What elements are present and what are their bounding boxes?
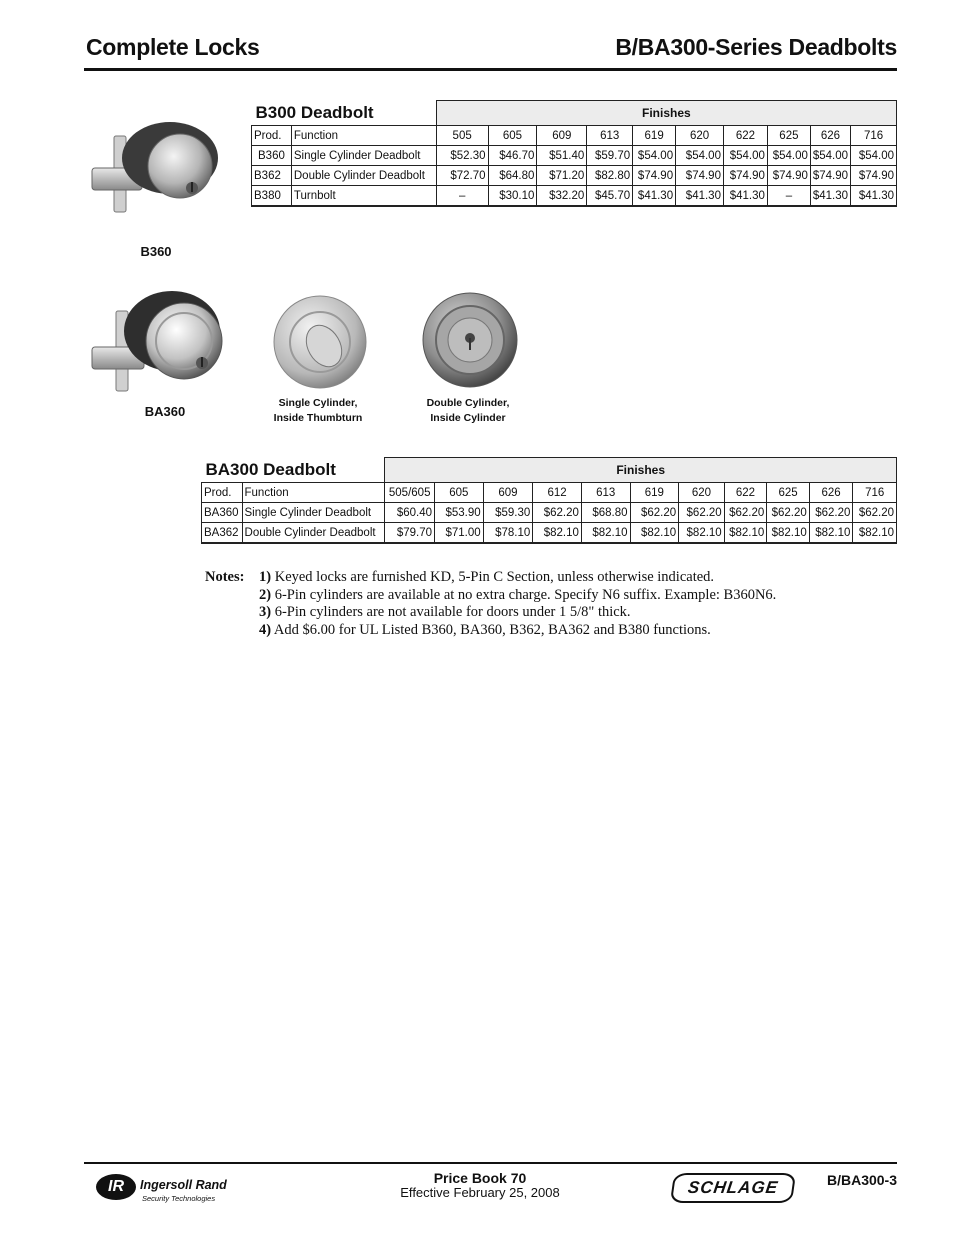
ingersoll-rand-logo [96, 1172, 246, 1206]
table-cell: B380 [252, 186, 292, 207]
column-header: Function [242, 483, 385, 503]
notes-label: Notes: [205, 569, 245, 585]
page-series-title: B/BA300-Series Deadbolts [615, 34, 897, 60]
table-cell: $41.30 [810, 186, 850, 207]
ba300-price-table [201, 457, 897, 544]
table-cell: $41.30 [676, 186, 724, 207]
table-cell: $71.20 [537, 166, 587, 186]
ba360-deadbolt-image [88, 285, 228, 393]
table-cell: $30.10 [488, 186, 537, 207]
table-cell: $62.20 [533, 503, 582, 523]
page-number: B/BA300-3 [826, 1172, 897, 1188]
column-header: 622 [724, 483, 767, 503]
b300-finishes-label: Finishes [436, 101, 896, 126]
table-cell: $82.10 [679, 523, 725, 544]
table-cell: Single Cylinder Deadbolt [242, 503, 385, 523]
note-item [259, 622, 711, 640]
note-number: 3) [259, 604, 272, 620]
table-cell: $54.00 [723, 146, 767, 166]
table-cell: $74.90 [723, 166, 767, 186]
column-header: 625 [767, 483, 810, 503]
column-header: 622 [723, 126, 767, 146]
column-header: 620 [676, 126, 724, 146]
table-cell: Double Cylinder Deadbolt [291, 166, 436, 186]
single-cylinder-caption-line2: Inside Thumbturn [273, 412, 363, 424]
note-text: Add $6.00 for UL Listed B360, BA360, B362, BA362 and B380 functions. [273, 621, 711, 638]
table-cell: $74.90 [767, 166, 810, 186]
notes-section [205, 569, 845, 649]
table-cell: BA360 [202, 503, 243, 523]
table-cell: $54.00 [767, 146, 810, 166]
ir-logo-name: Ingersoll Rand [140, 1178, 227, 1192]
column-header: Prod. [252, 126, 292, 146]
table-cell: $59.30 [483, 503, 533, 523]
ir-logo-mark: IR [96, 1174, 136, 1200]
table-cell: $74.90 [810, 166, 850, 186]
footer-divider [84, 1162, 897, 1164]
table-cell: Single Cylinder Deadbolt [291, 146, 436, 166]
note-number: 4) [259, 621, 272, 638]
single-cylinder-caption-line1: Single Cylinder, [278, 397, 358, 409]
table-cell: $54.00 [810, 146, 850, 166]
table-cell: – [436, 186, 488, 207]
note-item [259, 604, 631, 622]
b360-deadbolt-image [88, 118, 226, 218]
column-header: 613 [581, 483, 630, 503]
double-cylinder-caption-line2: Inside Cylinder [430, 412, 506, 424]
table-cell: $79.70 [385, 523, 435, 544]
price-book-title: Price Book 70 [433, 1170, 527, 1186]
table-cell: $71.00 [435, 523, 484, 544]
double-cylinder-caption-line1: Double Cylinder, [426, 397, 510, 409]
table-cell: $72.70 [436, 166, 488, 186]
column-header: 716 [851, 126, 897, 146]
table-cell: $62.20 [630, 503, 679, 523]
column-header: 626 [810, 126, 850, 146]
table-row [252, 146, 897, 166]
note-number: 1) [259, 569, 272, 585]
schlage-logo: SCHLAGE [670, 1173, 796, 1203]
table-cell: $82.80 [587, 166, 633, 186]
column-header: 626 [809, 483, 853, 503]
table-cell: $46.70 [488, 146, 537, 166]
table-cell: $82.10 [581, 523, 630, 544]
table-cell: $74.90 [633, 166, 676, 186]
column-header: 716 [853, 483, 897, 503]
table-cell: $54.00 [676, 146, 724, 166]
table-cell: $53.90 [435, 503, 484, 523]
table-cell: $74.90 [851, 166, 897, 186]
b300-price-table [251, 100, 897, 207]
b300-title: B300 Deadbolt [252, 101, 437, 126]
table-cell: – [767, 186, 810, 207]
table-cell: $41.30 [633, 186, 676, 207]
page-section-title: Complete Locks [86, 34, 260, 60]
column-header: 620 [679, 483, 725, 503]
table-cell: $82.10 [724, 523, 767, 544]
table-cell: $62.20 [679, 503, 725, 523]
table-cell: $52.30 [436, 146, 488, 166]
table-cell: $41.30 [723, 186, 767, 207]
table-cell: $45.70 [587, 186, 633, 207]
column-header: 619 [633, 126, 676, 146]
table-cell: $54.00 [633, 146, 676, 166]
table-cell: Double Cylinder Deadbolt [242, 523, 385, 544]
table-cell: $62.20 [724, 503, 767, 523]
table-row [202, 523, 897, 544]
column-header: 625 [767, 126, 810, 146]
note-text: 6-Pin cylinders are not available for doors under 1 5/8" thick. [274, 604, 631, 620]
column-header: 612 [533, 483, 582, 503]
thumbturn-image [272, 292, 368, 392]
column-header: 609 [537, 126, 587, 146]
table-cell: $74.90 [676, 166, 724, 186]
table-cell: $62.20 [767, 503, 810, 523]
table-cell: B362 [252, 166, 292, 186]
ir-logo-subtitle: Security Technologies [142, 1194, 216, 1203]
table-cell: $82.10 [767, 523, 810, 544]
table-cell: $59.70 [587, 146, 633, 166]
column-header: 605 [488, 126, 537, 146]
ba300-title: BA300 Deadbolt [202, 458, 385, 483]
table-cell: $82.10 [630, 523, 679, 544]
table-cell: $54.00 [851, 146, 897, 166]
table-cell: Turnbolt [291, 186, 436, 207]
table-cell: $64.80 [488, 166, 537, 186]
column-header: 619 [630, 483, 679, 503]
table-cell: $68.80 [581, 503, 630, 523]
table-cell: $82.10 [853, 523, 897, 544]
table-cell: $62.20 [809, 503, 853, 523]
effective-date: Effective February 25, 2008 [400, 1185, 560, 1200]
column-header: Prod. [202, 483, 243, 503]
column-header: 605 [435, 483, 484, 503]
note-number: 2) [259, 586, 272, 603]
column-header: 613 [587, 126, 633, 146]
note-item [259, 587, 776, 605]
note-item [259, 569, 714, 587]
ba360-caption: BA360 [144, 404, 186, 419]
ba300-finishes-label: Finishes [385, 458, 897, 483]
double-cylinder-image [420, 290, 520, 390]
table-cell: $41.30 [851, 186, 897, 207]
table-cell: B360 [252, 146, 292, 166]
column-header: Function [291, 126, 436, 146]
single-cylinder-caption [262, 396, 374, 426]
table-cell: $78.10 [483, 523, 533, 544]
table-row [252, 186, 897, 207]
note-text: 6-Pin cylinders are available at no extra charge. Specify N6 suffix. Example: B360N6. [274, 586, 777, 603]
column-header: 505 [436, 126, 488, 146]
table-cell: BA362 [202, 523, 243, 544]
b360-caption: B360 [140, 244, 172, 259]
header-divider [84, 68, 897, 71]
table-row [202, 503, 897, 523]
table-cell: $62.20 [853, 503, 897, 523]
double-cylinder-caption [412, 396, 524, 426]
note-text: Keyed locks are furnished KD, 5-Pin C Section, unless otherwise indicated. [274, 569, 715, 585]
table-cell: $60.40 [385, 503, 435, 523]
table-row [252, 166, 897, 186]
table-cell: $82.10 [533, 523, 582, 544]
table-cell: $32.20 [537, 186, 587, 207]
table-cell: $51.40 [537, 146, 587, 166]
table-cell: $82.10 [809, 523, 853, 544]
column-header: 505/605 [385, 483, 435, 503]
column-header: 609 [483, 483, 533, 503]
